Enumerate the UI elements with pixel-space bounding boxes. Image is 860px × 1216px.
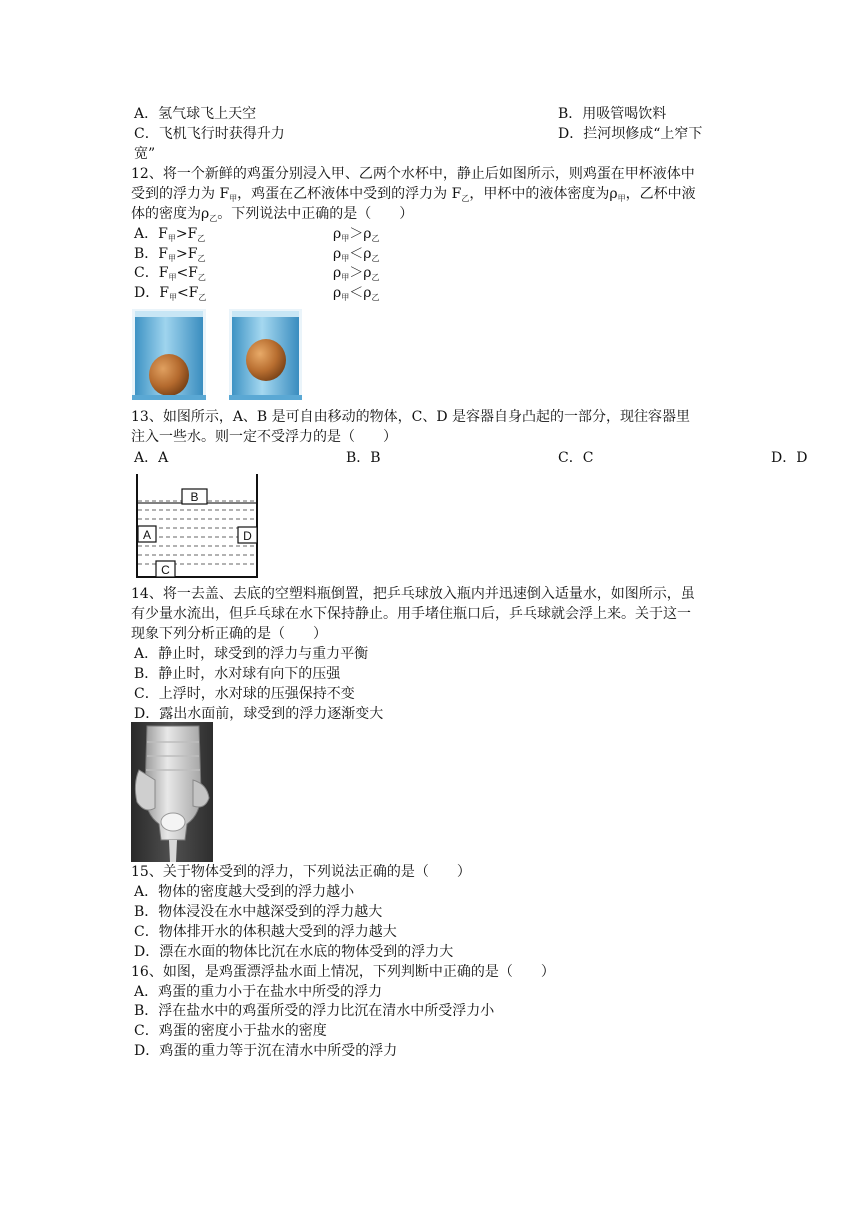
q12-stem-line-1: 12、将一个新鲜的鸡蛋分别浸入甲、乙两个水杯中，静止后如图所示，则鸡蛋在甲杯液体中 — [131, 166, 695, 182]
q15-option-b: B．物体浸没在水中越深受到的浮力越大 — [134, 904, 383, 920]
label-b: B — [190, 490, 199, 504]
q13-option-a: A．A — [134, 450, 169, 466]
q15-option-d: D．漂在水面的物体比沉在水底的物体受到的浮力大 — [134, 944, 454, 960]
q16-option-c: C．鸡蛋的密度小于盐水的密度 — [134, 1023, 327, 1039]
label-c: C — [161, 563, 170, 577]
bottle-photo — [131, 722, 213, 862]
q12-option-c-density: $\rho_甲>\rho_乙$ — [333, 265, 380, 282]
q15-stem: 15、关于物体受到的浮力，下列说法正确的是（ ） — [131, 864, 471, 880]
q14-stem-line-1: 14、将一去盖、去底的空塑料瓶倒置，把乒乓球放入瓶内并迅速倒入适量水，如图所示，虽 — [131, 586, 695, 602]
q11-option-d: D．拦河坝修成“上窄下 — [558, 126, 703, 142]
q16-option-a: A．鸡蛋的重力小于在盐水中所受的浮力 — [134, 984, 383, 1000]
q13-option-d: D．D — [771, 450, 808, 466]
q11-option-d-continued: 宽” — [134, 146, 156, 162]
q13-option-b: B．B — [346, 450, 381, 466]
q12-option-d-force: D．$F_甲<F_乙$ — [134, 285, 207, 302]
q14-option-c: C．上浮时，水对球的压强保持不变 — [134, 686, 355, 702]
q11-option-c: C．飞机飞行时获得升力 — [134, 126, 285, 142]
beaker-yi-image — [229, 309, 302, 400]
q16-option-d: D．鸡蛋的重力等于沉在清水中所受的浮力 — [134, 1043, 398, 1059]
q15-option-a: A．物体的密度越大受到的浮力越小 — [134, 884, 355, 900]
q12-option-a-force: A．$F_甲>F_乙$ — [134, 226, 206, 243]
q15-option-c: C．物体排开水的体积越大受到的浮力越大 — [134, 924, 397, 940]
q12-option-a-density: $\rho_甲>\rho_乙$ — [333, 226, 380, 243]
q12-option-b-force: B．$F_甲>F_乙$ — [134, 246, 206, 263]
label-d: D — [243, 529, 252, 543]
q14-stem-line-3: 现象下列分析正确的是（ ） — [131, 626, 327, 642]
q16-stem: 16、如图，是鸡蛋漂浮盐水面上情况，下列判断中正确的是（ ） — [131, 964, 555, 980]
q11-option-a: A．氢气球飞上天空 — [134, 106, 257, 122]
beaker-jia-image — [132, 309, 206, 400]
label-a: A — [142, 528, 152, 542]
q11-option-b: B．用吸管喝饮料 — [558, 106, 667, 122]
q14-option-a: A．静止时，球受到的浮力与重力平衡 — [134, 646, 369, 662]
q13-stem-line-1: 13、如图所示，A、B 是可自由移动的物体，C、D 是容器自身凸起的一部分，现往容器里 — [131, 409, 691, 425]
q12-option-c-force: C．$F_甲<F_乙$ — [134, 265, 206, 282]
q14-stem-line-2: 有少量水流出，但乒乓球在水下保持静止。用手堵住瓶口后，乒乓球就会浮上来。关于这一 — [131, 606, 691, 622]
q13-option-c: C．C — [558, 450, 594, 466]
q13-stem-line-2: 注入一些水。则一定不受浮力的是（ ） — [131, 429, 397, 445]
q16-option-b: B．浮在盐水中的鸡蛋所受的浮力比沉在清水中所受浮力小 — [134, 1003, 495, 1019]
q14-option-d: D．露出水面前，球受到的浮力逐渐变大 — [134, 706, 384, 722]
q14-option-b: B．静止时，水对球有向下的压强 — [134, 666, 341, 682]
q12-option-d-density: $\rho_甲<\rho_乙$ — [333, 285, 380, 302]
q12-option-b-density: $\rho_甲<\rho_乙$ — [333, 246, 380, 263]
container-diagram — [134, 474, 260, 580]
q12-stem-line-3: 体的密度为$\rho_乙$。下列说法中正确的是（ ） — [131, 206, 414, 223]
q12-stem-line-2: 受到的浮力为 $F_甲$，鸡蛋在乙杯液体中受到的浮力为 $F_乙$，甲杯中的液体密度为$\rho_甲$，乙杯中液 — [131, 186, 696, 203]
